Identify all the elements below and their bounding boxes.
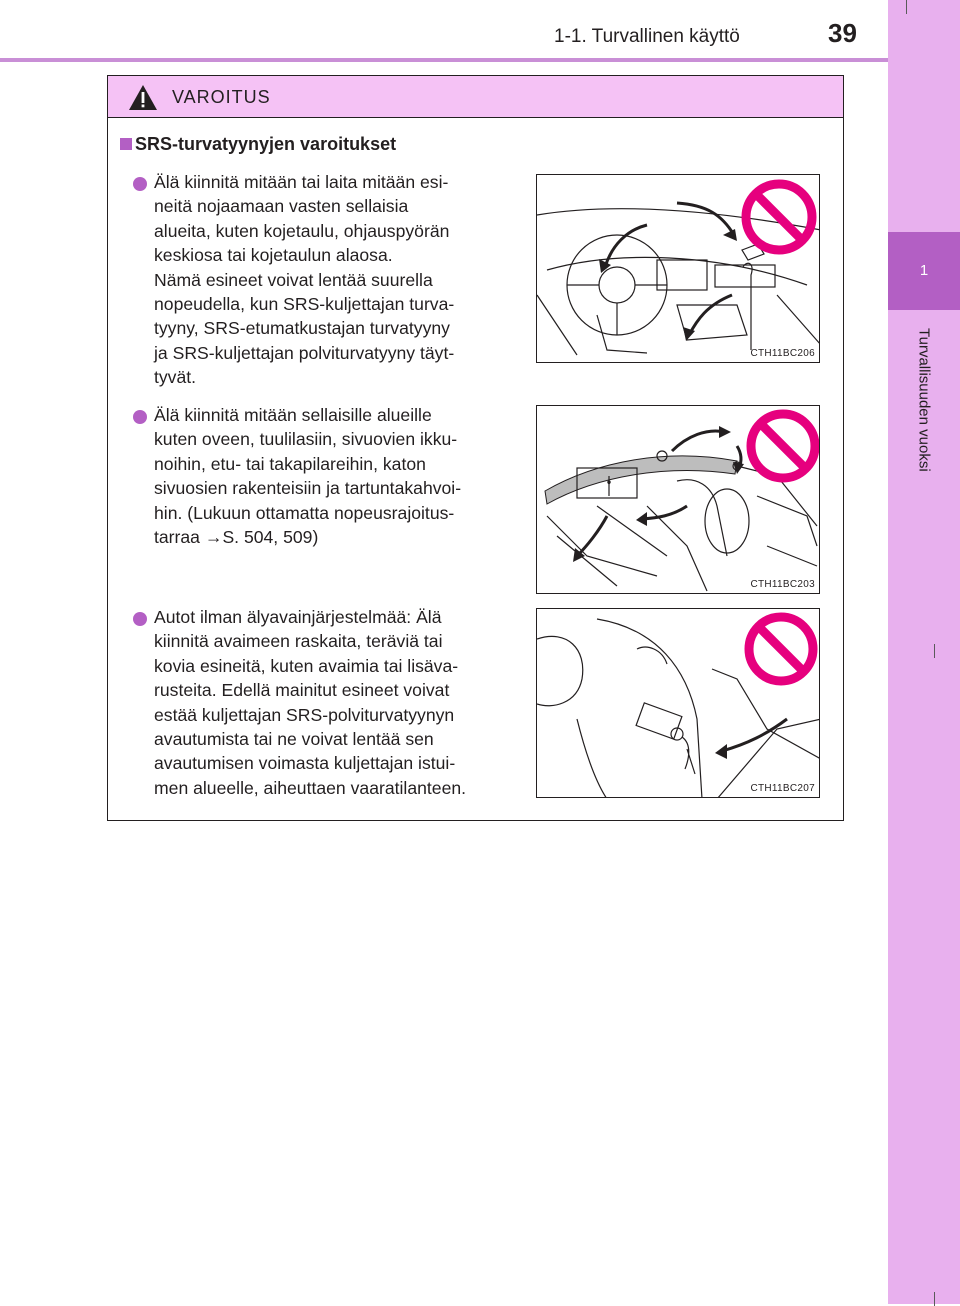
figure-dashboard xyxy=(536,174,820,363)
section-header-title: 1-1. Turvallinen käyttö xyxy=(554,26,740,47)
text-line: Autot ilman älyavainjärjestelmää: Älä xyxy=(154,607,442,627)
page-number: 39 xyxy=(828,18,857,48)
side-tab-strip xyxy=(888,0,960,1304)
text-line: Älä kiinnitä mitään sellaisille alueille xyxy=(154,405,432,425)
dashboard-illustration xyxy=(537,175,820,363)
text-line: alueita, kuten kojetaulu, ohjauspyörän xyxy=(154,220,450,241)
text-line: tarraa →S. 504, 509) xyxy=(154,527,319,548)
prohibition-icon xyxy=(746,184,812,250)
warning-triangle-icon xyxy=(128,84,158,111)
text-line: rusteita. Edellä mainitut esineet voivat xyxy=(154,680,450,701)
header-rule xyxy=(0,58,888,62)
paragraph xyxy=(154,170,518,268)
text-line: neitä nojaamaan vasten sellaisia xyxy=(154,196,409,217)
text-line: estää kuljettajan SRS-polviturvatyynyn xyxy=(154,704,455,725)
warning-label: VAROITUS xyxy=(172,87,271,107)
text-line: Nämä esineet voivat lentää suurella xyxy=(154,269,433,290)
chapter-label: Turvallisuuden vuoksi xyxy=(915,328,933,472)
text-line: ja SRS-kuljettajan polviturvatyyny täyt- xyxy=(154,342,455,363)
chapter-tab[interactable] xyxy=(888,232,960,310)
text-line: avautumisen voimasta kuljettajan istui- xyxy=(154,753,456,774)
text-line: keskiosa tai kojetaulun alaosa. xyxy=(154,245,393,266)
prohibition-icon xyxy=(749,617,813,681)
prohibition-icon xyxy=(751,414,815,478)
bullet-dot-icon xyxy=(133,612,147,626)
section-bullet-icon xyxy=(120,138,132,150)
text-line: nopeudella, kun SRS-kuljettajan turva- xyxy=(154,294,455,315)
paragraph xyxy=(154,268,518,390)
warning-header xyxy=(108,76,843,118)
text-line: tyvät. xyxy=(154,367,197,388)
bullet-dot-icon xyxy=(133,177,147,191)
warning-section-title: SRS-turvatyynyjen varoitukset xyxy=(135,134,397,154)
text-line: Älä kiinnitä mitään tai laita mitään esi- xyxy=(154,172,449,192)
chapter-label-container xyxy=(888,318,960,538)
text-line: men alueelle, aiheuttaen vaaratilanteen. xyxy=(154,777,467,798)
paragraph xyxy=(154,605,518,800)
figure-code: CTH11BC203 xyxy=(750,579,815,590)
text-line: kovia esineitä, kuten avaimia tai lisäva- xyxy=(154,655,459,676)
text-line: noihin, etu- tai takapilareihin, katon xyxy=(154,453,426,474)
figure-code: CTH11BC206 xyxy=(750,348,815,359)
chapter-number: 1 xyxy=(919,262,929,279)
text-line: tyyny, SRS-etumatkustajan turvatyyny xyxy=(154,318,450,339)
bullet-dot-icon xyxy=(133,410,147,424)
warning-item-text xyxy=(154,403,518,549)
warning-item-text xyxy=(154,605,518,800)
crop-mark xyxy=(906,0,907,14)
text-line: kuten oveen, tuulilasiin, sivuovien ikku- xyxy=(154,429,458,450)
text-line: sivuosien rakenteisiin ja tartuntakahvoi- xyxy=(154,478,462,499)
figure-code: CTH11BC207 xyxy=(750,783,815,794)
paragraph xyxy=(154,403,518,549)
text-line: avautumista tai ne voivat lentää sen xyxy=(154,729,434,750)
text-line: kiinnitä avaimeen raskaita, teräviä tai xyxy=(154,631,443,652)
warning-item-text xyxy=(154,170,518,390)
figure-key xyxy=(536,608,820,798)
key-illustration xyxy=(537,609,820,798)
text-line: hin. (Lukuun ottamatta nopeusrajoitus- xyxy=(154,502,455,523)
cabin-illustration xyxy=(537,406,820,594)
figure-cabin xyxy=(536,405,820,594)
crop-mark xyxy=(934,644,935,658)
